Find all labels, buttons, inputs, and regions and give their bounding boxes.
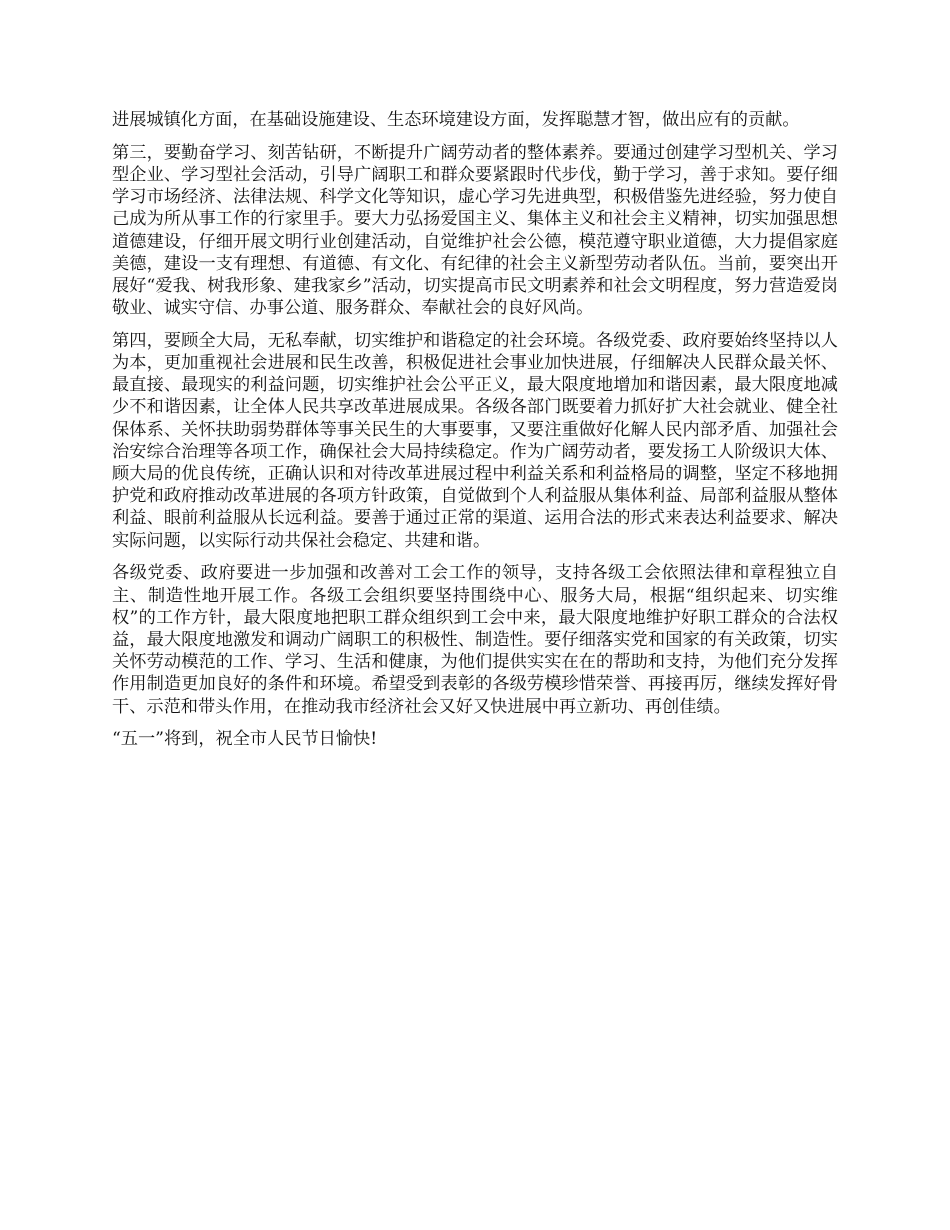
paragraph-5: “五一”将到，祝全市人民节日愉快! [112,729,378,750]
paragraph-1: 进展城镇化方面，在基础设施建设、生态环境建设方面，发挥聪慧才智，做出应有的贡献。 [112,110,800,130]
paragraph-3: 第四，要顾全大局，无私奉献，切实维护和谐稳定的社会环境。各级党委、政府要始终坚持以人为本，更加重视社会进展和民生改善，积极促进社会事业加快进展，仔细解决人民群众最关怀、最直接、最现实的利益问题，切实维护社会公平正义，最大限度地增加和谐因素，最大限度地减少不和谐因素，让全体人民共享改革进展成果。各级各部门既要着力抓好扩大社会就业、健全社保体系、关怀扶助弱势群体等事关民生的大事要事，又要注重做好化解人民内部矛盾、加强社会治安综合治理等各项工作，确保社会大局持续稳定。作为广阔劳动者，要发扬工人阶级识大体、顾大局的优良传统，正确认识和对待改革进展过程中利益关系和利益格局的调整，坚定不移地拥护党和政府推动改革进展的各项方针政策，自觉做到个人利益服从集体利益、局部利益服从整体利益、眼前利益服从长远利益。要善于通过正常的渠道、运用合法的形式来表达利益要求、解决实际问题，以实际行动共保社会稳定、共建和谐。 [112,330,838,551]
paragraph-4: 各级党委、政府要进一步加强和改善对工会工作的领导，支持各级工会依照法律和章程独立自主、制造性地开展工作。各级工会组织要坚持围绕中心、服务大局，根据“组织起来、切实维权”的工作方针，最大限度地把职工群众组织到工会中来，最大限度地维护好职工群众的合法权益，最大限度地激发和调动广阔职工的积极性、制造性。要仔细落实党和国家的有关政策，切实关怀劳动模范的工作、学习、生活和健康，为他们提供实实在在的帮助和支持，为他们充分发挥作用制造更加良好的条件和环境。希望受到表彰的各级劳模珍惜荣誉、再接再厉，继续发挥好骨干、示范和带头作用，在推动我市经济社会又好又快进展中再立新功、再创佳绩。 [112,563,838,717]
document-body [112,109,838,761]
paragraph-2: 第三，要勤奋学习、刻苦钻研，不断提升广阔劳动者的整体素养。要通过创建学习型机关、学习型企业、学习型社会活动，引导广阔职工和群众要紧跟时代步伐，勤于学习，善于求知。要仔细学习市场经济、法律法规、科学文化等知识，虚心学习先进典型，积极借鉴先进经验，努力使自己成为所从事工作的行家里手。要大力弘扬爱国主义、集体主义和社会主义精神，切实加强思想道德建设，仔细开展文明行业创建活动，自觉维护社会公德，模范遵守职业道德，大力提倡家庭美德，建设一支有理想、有道德、有文化、有纪律的社会主义新型劳动者队伍。当前，要突出开展好“爱我、树我形象、建我家乡”活动，切实提高市民文明素养和社会文明程度，努力营造爱岗敬业、诚实守信、办事公道、服务群众、奉献社会的良好风尚。 [112,142,838,319]
